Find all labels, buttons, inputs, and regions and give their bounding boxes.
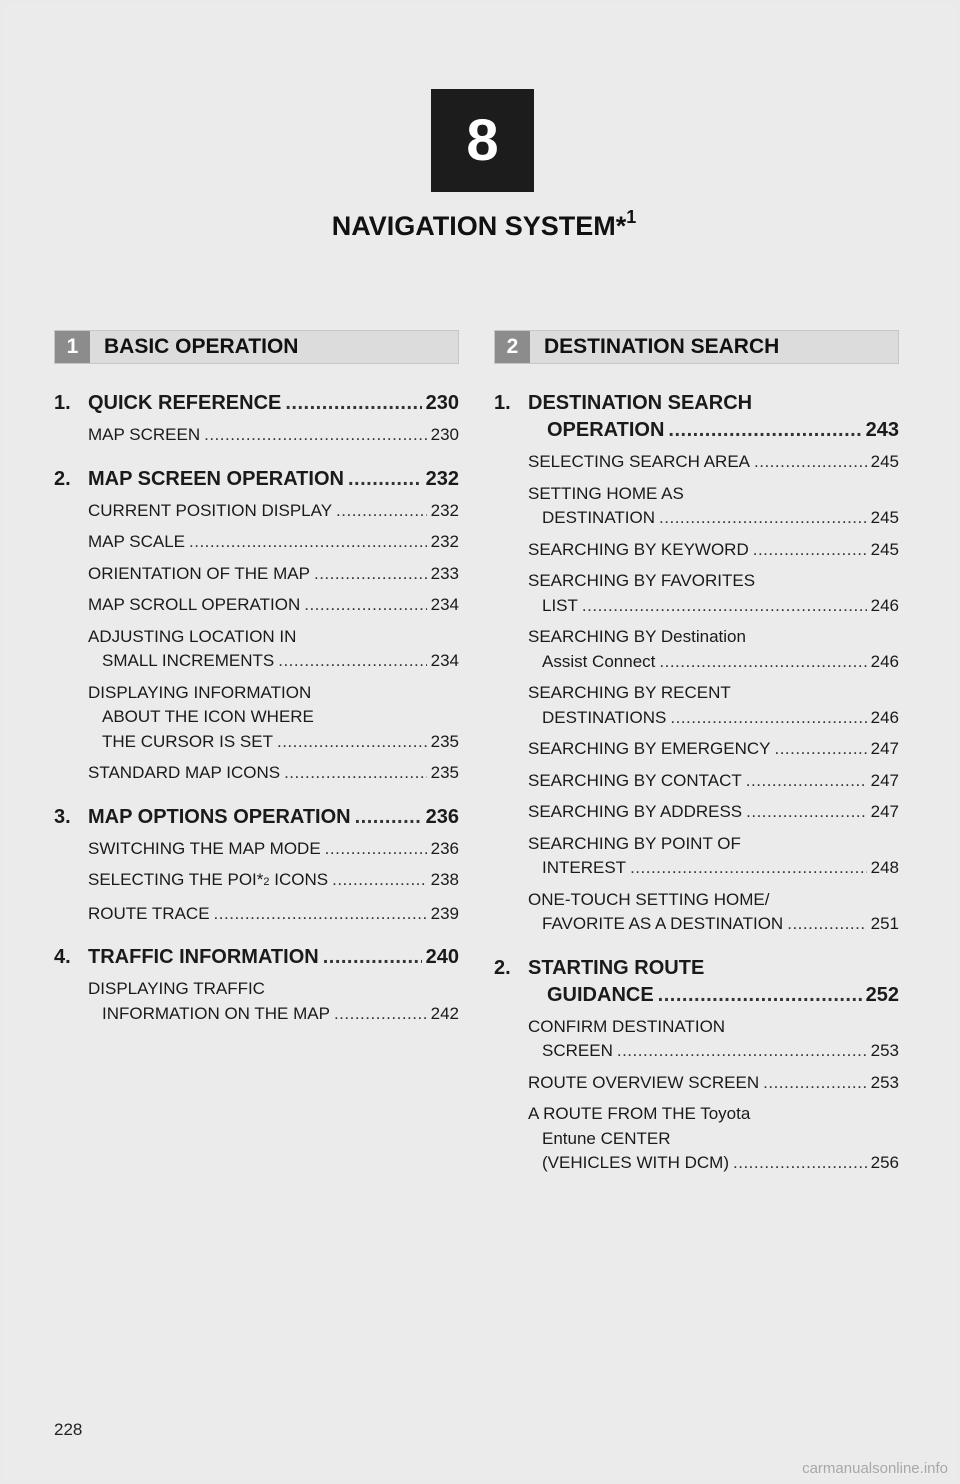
toc-subsection-title: DESTINATION [542, 508, 656, 527]
toc-chapter-entry[interactable] [494, 955, 899, 1009]
dot-leader [348, 466, 422, 493]
dot-leader [617, 1039, 867, 1064]
toc-page-number: 252 [865, 983, 899, 1006]
dot-leader [285, 390, 421, 417]
toc-subsection-title: SEARCHING BY FAVORITES [528, 571, 756, 590]
toc-subsection-title: INTEREST [542, 858, 627, 877]
toc-page-number: 245 [870, 539, 899, 559]
dot-leader [658, 982, 862, 1009]
toc-subsection-entry[interactable] [528, 482, 899, 531]
toc-subsection-title: DISPLAYING TRAFFIC [88, 979, 265, 998]
toc-page-number: 232 [430, 532, 459, 551]
toc-chapter-title-line [54, 944, 459, 971]
toc-subsection-entry[interactable] [528, 1102, 899, 1176]
toc-page-number: 247 [870, 770, 899, 790]
toc-subsection-line [528, 538, 899, 563]
toc-chapter-title-line [494, 417, 899, 444]
toc-subsection-entry[interactable] [88, 681, 459, 755]
toc-subsection-title: SMALL INCREMENTS [102, 651, 275, 670]
toc-page-number: 245 [870, 452, 899, 471]
chapter-title-text: NAVIGATION SYSTEM* [331, 211, 627, 241]
section-title: DESTINATION SEARCH [544, 335, 780, 358]
toc-subsection-line [528, 650, 899, 675]
toc-subsection-line [528, 832, 899, 857]
dot-leader [278, 649, 426, 674]
toc-subsection-line [88, 530, 459, 555]
toc-subsection-line [528, 594, 899, 619]
toc-page-number: 246 [870, 707, 899, 727]
toc-page-number: 246 [870, 651, 899, 671]
toc-subsection-entry[interactable] [528, 800, 899, 825]
dot-leader [754, 450, 867, 475]
dot-leader [746, 769, 867, 794]
toc-page-number: 247 [870, 739, 899, 758]
toc-chapter-title-line [54, 804, 459, 831]
toc-subsection-title: SEARCHING BY Destination [528, 627, 746, 646]
toc-chapter-title-line [494, 982, 899, 1009]
toc-page-number: 253 [870, 1041, 899, 1060]
toc-column-basic-operation [54, 390, 459, 1044]
toc-subsection-title: ADJUSTING LOCATION IN [88, 626, 297, 646]
toc-page-number: 239 [430, 903, 459, 923]
toc-subsection-line [88, 730, 459, 755]
toc-subsection-title: A ROUTE FROM THE Toyota [528, 1104, 751, 1123]
toc-subsection-title: DISPLAYING INFORMATION [88, 682, 312, 702]
toc-subsection-entry[interactable] [88, 499, 459, 524]
toc-page-number: 247 [870, 802, 899, 821]
dot-leader [670, 706, 866, 731]
toc-page-number: 232 [430, 500, 459, 520]
toc-subsection-title: SEARCHING BY RECENT [528, 683, 731, 702]
section-number: 1 [55, 331, 90, 363]
toc-subsection-list [528, 1015, 899, 1176]
dot-leader [323, 944, 422, 971]
toc-subsection-line [528, 1015, 899, 1040]
toc-subsection-line [528, 1151, 899, 1176]
toc-chapter-number: 2. [494, 956, 511, 979]
toc-subsection-line [88, 499, 459, 524]
dot-leader [630, 856, 867, 881]
toc-column-destination-search [494, 390, 899, 1194]
toc-page-number: 256 [870, 1153, 899, 1172]
toc-subsection-entry[interactable] [88, 837, 459, 862]
toc-subsection-line [528, 800, 899, 825]
chapter-number: 8 [466, 108, 499, 173]
toc-subsection-line [88, 868, 459, 895]
dot-leader [334, 1002, 427, 1027]
toc-subsection-entry[interactable] [88, 761, 459, 786]
footnote-marker: 2 [263, 876, 270, 888]
dot-leader [659, 650, 866, 675]
toc-subsection-list [88, 423, 459, 448]
toc-subsection-title: ROUTE TRACE [88, 903, 210, 923]
toc-subsection-title: SELECTING SEARCH AREA [528, 452, 751, 471]
toc-subsection-title: MAP SCREEN [88, 425, 201, 444]
dot-leader [304, 593, 426, 618]
dot-leader [668, 417, 861, 444]
toc-subsection-line [88, 625, 459, 650]
dot-leader [763, 1071, 867, 1096]
toc-subsection-title: MAP SCROLL OPERATION [88, 595, 301, 614]
toc-subsection-title: MAP SCALE [88, 532, 186, 551]
toc-subsection-list [528, 450, 899, 937]
toc-page-number: 240 [425, 946, 459, 968]
toc-subsection-entry[interactable] [528, 1071, 899, 1096]
toc-chapter-title: DESTINATION SEARCH [528, 392, 753, 414]
toc-subsection-title: THE CURSOR IS SET [102, 731, 273, 751]
toc-subsection-line [88, 837, 459, 862]
dot-leader [733, 1151, 867, 1176]
dot-leader [659, 506, 867, 531]
toc-chapter-entry[interactable] [54, 390, 459, 417]
toc-subsection-line [528, 737, 899, 762]
toc-subsection-line [88, 761, 459, 786]
toc-subsection-entry[interactable] [528, 450, 899, 475]
toc-chapter-number: 4. [54, 946, 71, 968]
toc-subsection-line [88, 977, 459, 1002]
toc-subsection-entry[interactable] [88, 530, 459, 555]
toc-subsection-title: DESTINATIONS [542, 707, 667, 727]
toc-subsection-title: Assist Connect [542, 651, 656, 671]
toc-subsection-line [528, 1102, 899, 1127]
dot-leader [332, 868, 427, 893]
toc-subsection-line [88, 649, 459, 674]
toc-subsection-title: SEARCHING BY EMERGENCY [528, 739, 771, 758]
toc-subsection-line [88, 902, 459, 927]
toc-page-number: 230 [430, 425, 459, 444]
dot-leader [214, 902, 427, 927]
toc-subsection-line [528, 681, 899, 706]
toc-subsection-entry[interactable] [88, 593, 459, 618]
toc-subsection-title: SEARCHING BY POINT OF [528, 833, 741, 853]
toc-subsection-entry[interactable] [528, 569, 899, 618]
chapter-number-box [431, 89, 534, 192]
toc-subsection-title: ABOUT THE ICON WHERE [102, 707, 314, 726]
toc-page-number: 246 [870, 595, 899, 615]
toc-chapter-number: 3. [54, 805, 71, 828]
toc-page-number: 238 [430, 870, 459, 889]
toc-page-number: 248 [870, 858, 899, 877]
toc-subsection-title: ONE-TOUCH SETTING HOME/ [528, 889, 770, 909]
toc-page-number: 234 [430, 595, 459, 614]
dot-leader [746, 800, 866, 825]
toc-subsection-line [528, 769, 899, 794]
toc-subsection-title: SCREEN [542, 1041, 613, 1060]
toc-page-number: 253 [870, 1072, 899, 1092]
toc-subsection-list [88, 977, 459, 1026]
dot-leader [355, 804, 422, 831]
toc-subsection-title: FAVORITE AS A DESTINATION [542, 914, 784, 933]
toc-page-number: 235 [430, 731, 459, 751]
toc-subsection-title: SEARCHING BY CONTACT [528, 770, 742, 790]
dot-leader [277, 730, 427, 755]
toc-chapter-title-line [494, 390, 899, 417]
toc-subsection-entry[interactable] [88, 625, 459, 674]
toc-chapter-title: OPERATION [547, 419, 665, 441]
toc-subsection-entry[interactable] [528, 737, 899, 762]
toc-chapter-title: QUICK REFERENCE [88, 392, 282, 414]
toc-subsection-entry[interactable] [528, 888, 899, 937]
toc-chapter-entry[interactable] [54, 944, 459, 971]
toc-subsection-title: INFORMATION ON THE MAP [102, 1003, 330, 1023]
dot-leader [204, 423, 427, 448]
chapter-title [4, 209, 960, 242]
toc-subsection-line [528, 1127, 899, 1152]
toc-subsection-line [88, 681, 459, 706]
toc-subsection-title: STANDARD MAP ICONS [88, 763, 281, 782]
watermark-logo: carmanualsonline.info [802, 1460, 948, 1477]
toc-chapter-entry[interactable] [494, 390, 899, 444]
toc-subsection-entry[interactable] [88, 423, 459, 448]
toc-chapter-number: 1. [494, 392, 511, 414]
toc-page-number: 235 [430, 763, 459, 782]
section-header-basic-operation [54, 330, 459, 364]
toc-page-number: 236 [425, 805, 459, 828]
toc-subsection-line [528, 569, 899, 594]
dot-leader [774, 737, 866, 762]
toc-subsection-entry[interactable] [88, 902, 459, 927]
toc-subsection-title: CONFIRM DESTINATION [528, 1016, 726, 1036]
toc-subsection-line [88, 705, 459, 730]
toc-page-number: 230 [425, 392, 459, 414]
dot-leader [325, 837, 427, 862]
toc-subsection-line [528, 912, 899, 937]
toc-subsection-entry[interactable] [528, 538, 899, 563]
toc-chapter-title: MAP SCREEN OPERATION [88, 467, 344, 490]
toc-subsection-line [528, 625, 899, 650]
toc-subsection-line [528, 1071, 899, 1096]
toc-subsection-title: (VEHICLES WITH DCM) [542, 1153, 729, 1172]
toc-chapter-title-line [494, 955, 899, 982]
toc-subsection-title: CURRENT POSITION DISPLAY [88, 500, 333, 520]
section-number: 2 [495, 331, 530, 363]
toc-subsection-list [88, 837, 459, 927]
dot-leader [336, 499, 427, 524]
toc-page-number: 242 [430, 1003, 459, 1023]
toc-subsection-entry[interactable] [88, 562, 459, 587]
toc-subsection-list [88, 499, 459, 786]
dot-leader [189, 530, 427, 555]
toc-page-number: 251 [870, 914, 899, 933]
dot-leader [582, 594, 867, 619]
toc-subsection-entry[interactable] [528, 625, 899, 674]
toc-chapter-title-line [54, 466, 459, 493]
dot-leader [787, 912, 866, 937]
toc-subsection-title: Entune CENTER [542, 1128, 671, 1148]
section-title: BASIC OPERATION [104, 335, 299, 358]
toc-chapter-number: 2. [54, 467, 71, 490]
toc-subsection-entry[interactable] [528, 769, 899, 794]
toc-page-number: 245 [870, 508, 899, 527]
toc-subsection-line [88, 562, 459, 587]
toc-chapter-number: 1. [54, 392, 71, 414]
dot-leader [314, 562, 427, 587]
toc-subsection-entry[interactable] [88, 977, 459, 1026]
toc-subsection-title: SETTING HOME AS [528, 483, 684, 503]
toc-subsection-title: SEARCHING BY KEYWORD [528, 539, 749, 559]
toc-page-number: 233 [430, 563, 459, 583]
toc-subsection-title: ORIENTATION OF THE MAP [88, 563, 310, 583]
toc-subsection-line [88, 593, 459, 618]
toc-subsection-line [528, 506, 899, 531]
toc-subsection-title: ROUTE OVERVIEW SCREEN [528, 1072, 760, 1092]
toc-chapter-entry[interactable] [54, 466, 459, 493]
toc-subsection-line [528, 706, 899, 731]
toc-chapter-title-line [54, 390, 459, 417]
toc-subsection-line [88, 423, 459, 448]
toc-page-number: 232 [425, 467, 459, 490]
toc-page-number: 234 [430, 651, 459, 670]
toc-subsection-entry[interactable] [528, 1015, 899, 1064]
toc-subsection-line [528, 1039, 899, 1064]
chapter-title-footnote: 1 [626, 207, 637, 227]
dot-leader [284, 761, 427, 786]
toc-subsection-line [528, 888, 899, 913]
page-number: 228 [54, 1420, 83, 1439]
toc-subsection-title: SELECTING THE POI* [88, 870, 264, 889]
toc-chapter-entry[interactable] [54, 804, 459, 831]
toc-subsection-line [528, 856, 899, 881]
toc-page-number: 236 [430, 838, 459, 858]
toc-subsection-entry[interactable] [88, 868, 459, 895]
toc-page-number: 243 [865, 419, 899, 441]
section-header-destination-search [494, 330, 899, 364]
toc-subsection-line [528, 482, 899, 507]
toc-subsection-title: SEARCHING BY ADDRESS [528, 802, 743, 821]
toc-chapter-title: TRAFFIC INFORMATION [88, 946, 319, 968]
toc-subsection-title: SWITCHING THE MAP MODE [88, 838, 321, 858]
toc-subsection-line [528, 450, 899, 475]
toc-subsection-title: LIST [542, 595, 578, 615]
toc-subsection-entry[interactable] [528, 832, 899, 881]
toc-chapter-title: STARTING ROUTE [528, 956, 705, 979]
toc-subsection-title: ICONS [269, 870, 329, 889]
toc-chapter-title: MAP OPTIONS OPERATION [88, 805, 351, 828]
toc-subsection-entry[interactable] [528, 681, 899, 730]
dot-leader [753, 538, 867, 563]
toc-chapter-title: GUIDANCE [547, 983, 654, 1006]
toc-subsection-line [88, 1002, 459, 1027]
